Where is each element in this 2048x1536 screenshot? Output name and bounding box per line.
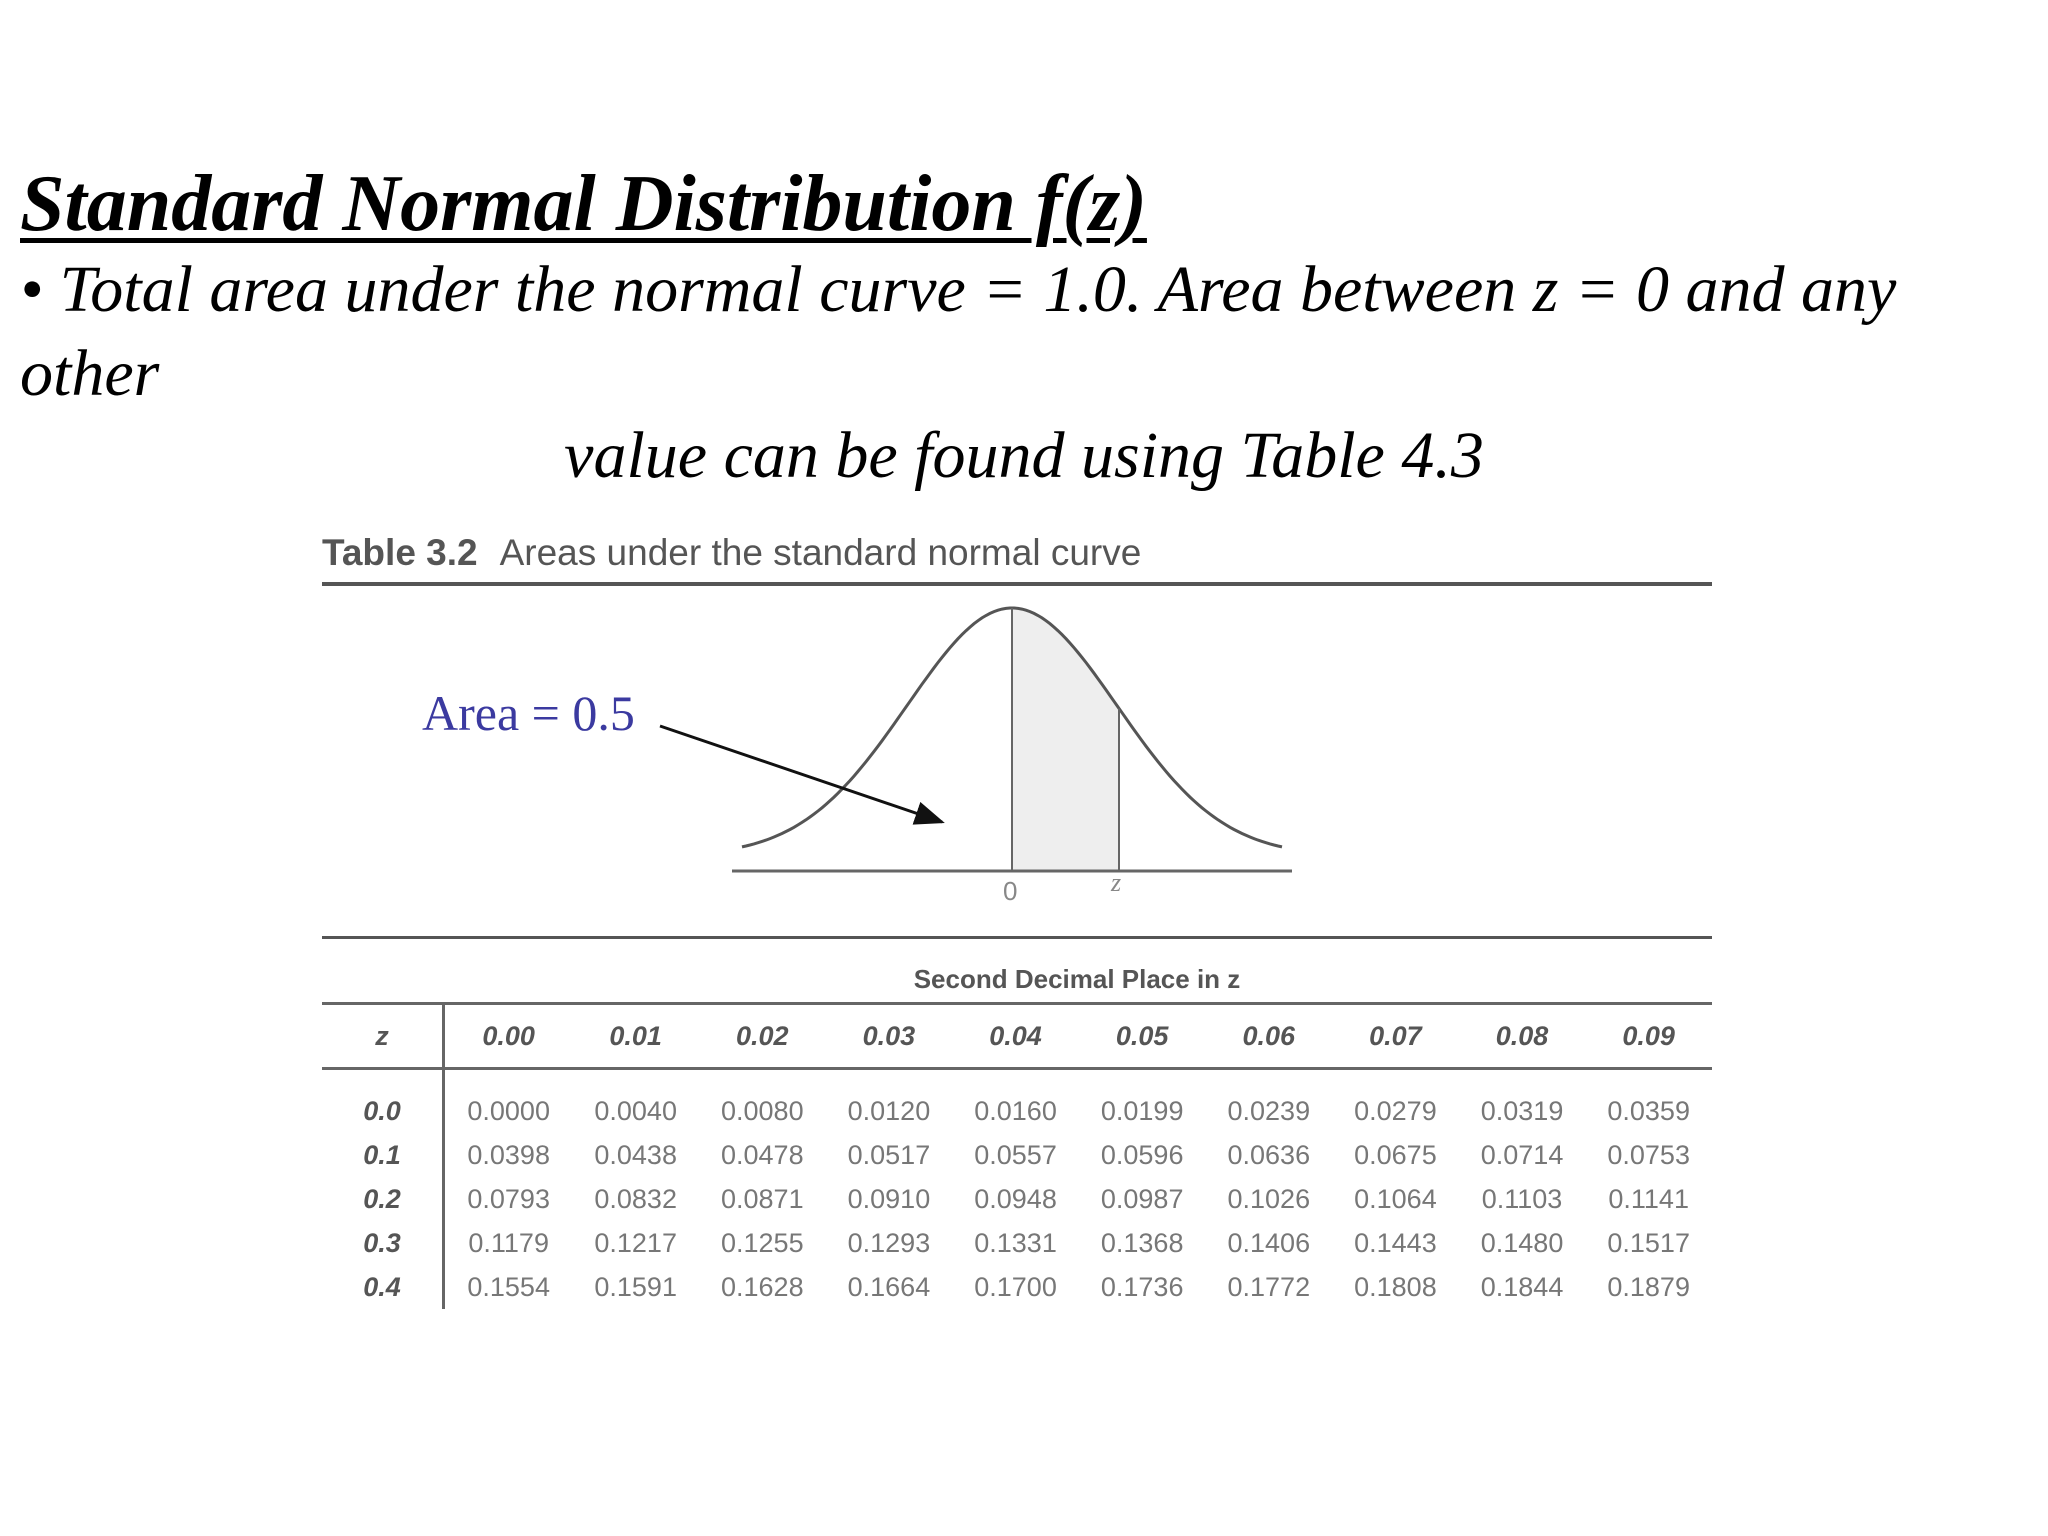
- table-cell: 0.1664: [847, 1271, 931, 1302]
- table-cell: 0.1628: [721, 1271, 804, 1302]
- table-cell: 0.0636: [1227, 1139, 1311, 1170]
- z-column-header: z: [322, 1004, 444, 1069]
- normal-table-figure: [322, 516, 1712, 1302]
- table-cell: 0.0596: [1100, 1139, 1184, 1170]
- table-cell: 0.1217: [594, 1227, 677, 1258]
- slide-title: Standard Normal Distribution f(z): [20, 160, 1147, 248]
- table-row: [322, 1133, 1712, 1177]
- table-row: [322, 1265, 1712, 1309]
- table-cell: 0.1255: [721, 1227, 804, 1258]
- row-z-value: 0.0: [322, 1069, 444, 1134]
- table-cell: 0.0793: [467, 1183, 550, 1214]
- bullet-continuation: value can be found using Table 4.3: [564, 419, 1484, 492]
- table-row: [322, 1177, 1712, 1221]
- column-header: 0.08: [1459, 1004, 1586, 1069]
- table-cell: 0.1772: [1227, 1271, 1311, 1302]
- table-cell: 0.0120: [847, 1095, 931, 1126]
- table-cell: 0.0040: [594, 1095, 677, 1126]
- table-caption-number: Table 3.2: [322, 532, 478, 573]
- row-z-value: 0.2: [322, 1177, 444, 1221]
- area-arrow: [660, 726, 942, 822]
- table-cell: 0.1331: [974, 1227, 1057, 1258]
- table-cell: 0.0199: [1100, 1095, 1184, 1126]
- table-row: [322, 1221, 1712, 1265]
- table-cell: 0.0478: [721, 1139, 804, 1170]
- table-cell: 0.0557: [974, 1139, 1057, 1170]
- table-cell: 0.0753: [1607, 1139, 1690, 1170]
- table-cell: 0.1879: [1607, 1271, 1690, 1302]
- table-cell: 0.1179: [468, 1227, 549, 1258]
- axis-z-label: z: [1111, 868, 1122, 897]
- table-cell: 0.0319: [1480, 1095, 1564, 1126]
- axis-zero-label: 0: [1003, 876, 1018, 906]
- table-cell: 0.1064: [1354, 1183, 1437, 1214]
- table-cell: 0.1480: [1480, 1227, 1564, 1258]
- table-cell: 0.1736: [1100, 1271, 1184, 1302]
- table-cell: 0.0080: [721, 1095, 804, 1126]
- table-cell: 0.0398: [467, 1139, 550, 1170]
- table-cell: 0.0517: [847, 1139, 931, 1170]
- table-cell: 0.0987: [1100, 1183, 1184, 1214]
- table-cell: 0.0910: [847, 1183, 931, 1214]
- table-cell: 0.0239: [1227, 1095, 1311, 1126]
- table-cell: 0.1700: [974, 1271, 1057, 1302]
- column-header: 0.03: [826, 1004, 953, 1069]
- column-header: 0.02: [699, 1004, 826, 1069]
- table-cell: 0.1844: [1480, 1271, 1564, 1302]
- column-header: 0.01: [572, 1004, 699, 1069]
- column-header: 0.04: [952, 1004, 1079, 1069]
- shaded-area: [1012, 608, 1119, 871]
- table-group-header: Second Decimal Place in z: [913, 964, 1241, 994]
- table-cell: 0.0438: [594, 1139, 677, 1170]
- z-table: [322, 1002, 1712, 1309]
- table-cell: 0.0871: [721, 1183, 804, 1214]
- column-header: 0.05: [1079, 1004, 1206, 1069]
- table-cell: 0.1026: [1227, 1183, 1311, 1214]
- area-label: Area = 0.5: [422, 685, 635, 741]
- bullet-text: • Total area under the normal curve = 1.0. Area between z = 0 and any other: [20, 253, 1897, 410]
- table-cell: 0.1554: [467, 1271, 550, 1302]
- table-cell: 0.0000: [467, 1095, 550, 1126]
- table-cell: 0.1517: [1607, 1227, 1690, 1258]
- column-header: 0.09: [1585, 1004, 1712, 1069]
- row-z-value: 0.1: [322, 1133, 444, 1177]
- column-header: 0.07: [1332, 1004, 1459, 1069]
- table-cell: 0.0279: [1354, 1095, 1437, 1126]
- row-z-value: 0.4: [322, 1265, 444, 1309]
- table-cell: 0.0948: [974, 1183, 1057, 1214]
- table-cell: 0.0714: [1480, 1139, 1564, 1170]
- table-caption-text: Areas under the standard normal curve: [499, 532, 1142, 573]
- column-header: 0.06: [1205, 1004, 1332, 1069]
- column-header: 0.00: [444, 1004, 573, 1069]
- table-cell: 0.0832: [594, 1183, 677, 1214]
- row-z-value: 0.3: [322, 1221, 444, 1265]
- table-cell: 0.1443: [1354, 1227, 1437, 1258]
- table-cell: 0.1293: [847, 1227, 931, 1258]
- table-cell: 0.1406: [1227, 1227, 1311, 1258]
- table-cell: 0.0359: [1607, 1095, 1690, 1126]
- table-cell: 0.1368: [1100, 1227, 1184, 1258]
- table-cell: 0.1103: [1481, 1183, 1563, 1214]
- table-row: [322, 1069, 1712, 1134]
- table-header-row: [322, 1004, 1712, 1069]
- table-cell: 0.0675: [1354, 1139, 1437, 1170]
- table-top-rule: [322, 936, 1712, 939]
- table-cell: 0.1141: [1608, 1183, 1689, 1214]
- table-cell: 0.1591: [594, 1271, 677, 1302]
- table-cell: 0.0160: [974, 1095, 1057, 1126]
- table-cell: 0.1808: [1354, 1271, 1437, 1302]
